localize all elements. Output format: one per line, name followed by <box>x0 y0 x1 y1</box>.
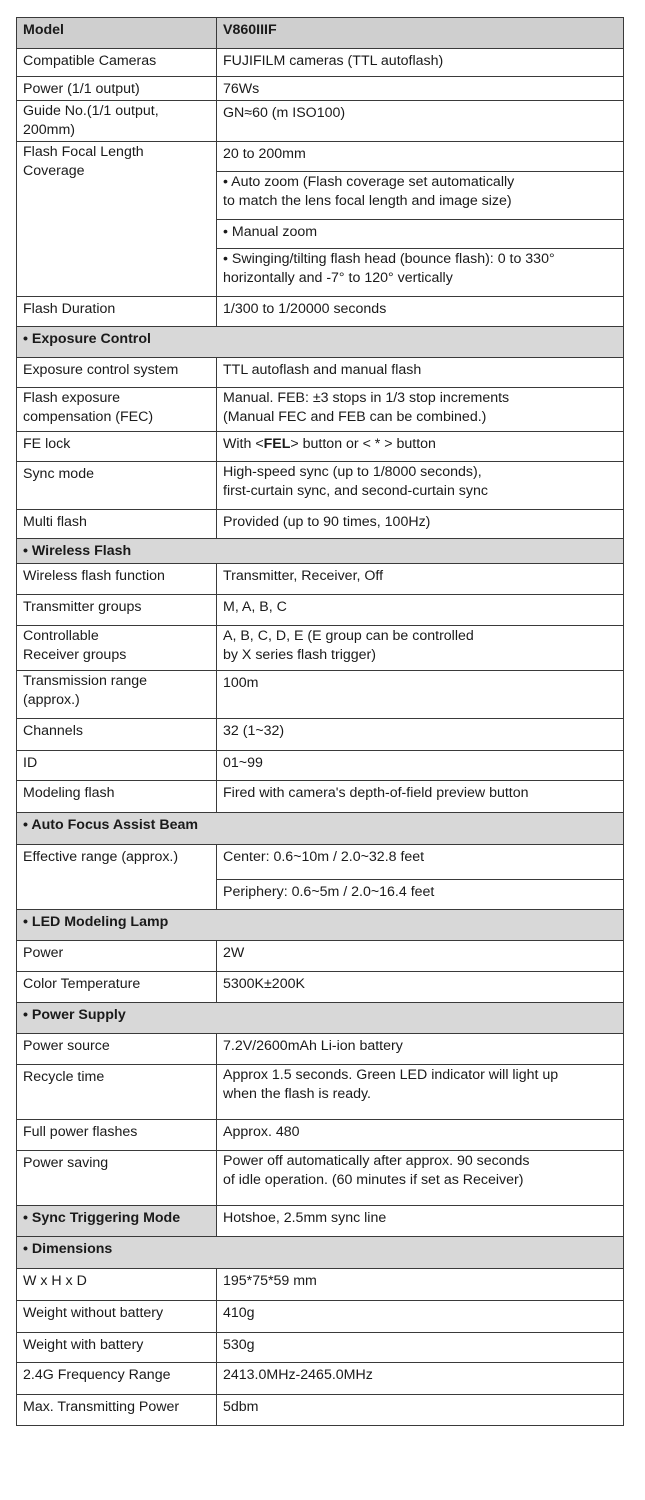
spec-value: Transmitter, Receiver, Off <box>223 568 384 584</box>
spec-value-cell <box>217 1395 624 1426</box>
spec-value-cell <box>217 1301 624 1333</box>
table-row-flash-duration <box>17 297 624 327</box>
spec-key: Power source <box>23 1038 110 1054</box>
spec-key-cell <box>17 845 217 910</box>
spec-value-cell <box>217 845 624 880</box>
spec-value: 530g <box>223 1337 255 1353</box>
spec-value: A, B, C, D, E (E group can be controlled by X series flash trigger) <box>223 628 474 663</box>
spec-value: • Auto zoom (Flash coverage set automatically to match the lens focal length and image size) <box>223 174 515 209</box>
spec-value-cell <box>217 941 624 972</box>
spec-value-cell <box>217 880 624 910</box>
table-row-w-x-h-x-d <box>17 1269 624 1301</box>
spec-key: Modeling flash <box>23 785 115 801</box>
section-heading-cell <box>17 1003 624 1034</box>
spec-key: Guide No.(1/1 output, 200mm) <box>23 103 159 138</box>
section-row-dimensions <box>17 1237 624 1269</box>
spec-key-cell <box>17 462 217 510</box>
spec-key-cell <box>17 781 217 813</box>
spec-value: Manual. FEB: ±3 stops in 1/3 stop increments (Manual FEC and FEB can be combined.) <box>223 390 510 425</box>
section-heading-cell <box>17 1237 624 1269</box>
table-row-sync-triggering-mode <box>17 1206 624 1237</box>
table-row-weight-without-battery <box>17 1301 624 1333</box>
fel-emphasis: FEL <box>263 436 291 452</box>
spec-table-body <box>17 18 624 1426</box>
spec-key-cell <box>17 101 217 142</box>
spec-key: Transmitter groups <box>23 599 142 615</box>
spec-key-cell <box>17 510 217 539</box>
spec-value-cell <box>217 510 624 539</box>
spec-key: Recycle time <box>23 1069 105 1085</box>
spec-value-cell <box>217 595 624 626</box>
spec-value: 195*75*59 mm <box>223 1273 317 1289</box>
spec-key-cell <box>17 388 217 432</box>
section-heading-cell <box>17 539 624 564</box>
table-header-row <box>17 18 624 49</box>
spec-value-cell <box>217 77 624 101</box>
spec-key-cell <box>17 972 217 1003</box>
spec-key-cell <box>17 941 217 972</box>
spec-value-cell <box>217 781 624 813</box>
table-row-flash-exposure-compensation-fec <box>17 388 624 432</box>
spec-value: • Swinging/tilting flash head (bounce flash): 0 to 330° horizontally and -7° to 120° vertically <box>223 251 555 286</box>
spec-key: Wireless flash function <box>23 568 165 584</box>
table-row-id <box>17 751 624 781</box>
section-row-auto-focus-assist-beam <box>17 813 624 845</box>
spec-key: Effective range (approx.) <box>23 849 179 865</box>
spec-key-cell <box>17 1120 217 1151</box>
spec-key-cell <box>17 751 217 781</box>
spec-key: Max. Transmitting Power <box>23 1399 180 1415</box>
table-row-weight-with-battery <box>17 1333 624 1363</box>
spec-value: 01~99 <box>223 755 263 771</box>
spec-value: TTL autoflash and manual flash <box>223 362 422 378</box>
section-heading: • Power Supply <box>23 1007 126 1023</box>
section-heading-cell <box>17 910 624 941</box>
table-row-exposure-control-system <box>17 358 624 388</box>
section-heading: • Exposure Control <box>23 331 151 347</box>
spec-value-cell <box>217 358 624 388</box>
spec-value-cell <box>217 1120 624 1151</box>
spec-value: 20 to 200mm <box>223 146 306 162</box>
spec-key-cell <box>17 1151 217 1206</box>
table-row-recycle-time <box>17 1065 624 1120</box>
spec-key-cell <box>17 1034 217 1065</box>
table-row-power <box>17 941 624 972</box>
spec-key: Exposure control system <box>23 362 179 378</box>
spec-value: High-speed sync (up to 1/8000 seconds), first-curtain sync, and second-curtain sync <box>223 464 488 499</box>
section-heading: • Dimensions <box>23 1241 113 1257</box>
spec-key-cell <box>17 564 217 595</box>
header-key: Model <box>23 22 64 38</box>
spec-value-cell <box>217 626 624 671</box>
spec-key: Power (1/1 output) <box>23 81 140 97</box>
spec-key: ID <box>23 755 38 771</box>
table-row-flash-focal-length-coverage-1 <box>17 142 624 172</box>
spec-value: 5dbm <box>223 1399 259 1415</box>
spec-key: Full power flashes <box>23 1124 138 1140</box>
spec-value: 410g <box>223 1305 255 1321</box>
spec-value-cell <box>217 1333 624 1363</box>
section-row-wireless-flash <box>17 539 624 564</box>
table-row-channels <box>17 719 624 751</box>
spec-value-cell <box>217 220 624 249</box>
spec-key: Flash Focal Length Coverage <box>23 144 144 179</box>
spec-key-cell <box>17 142 217 297</box>
spec-key-cell <box>17 1395 217 1426</box>
spec-value-cell <box>217 142 624 172</box>
section-row-exposure-control <box>17 327 624 358</box>
table-row-guide-no-1-1-output-200mm <box>17 101 624 142</box>
spec-key: Flash Duration <box>23 301 116 317</box>
header-key-cell <box>17 18 217 49</box>
spec-key-cell <box>17 297 217 327</box>
spec-value-cell <box>217 462 624 510</box>
spec-value-cell <box>217 1034 624 1065</box>
spec-key: Color Temperature <box>23 976 141 992</box>
spec-value-cell <box>217 671 624 719</box>
spec-value: Power off automatically after approx. 90 seconds of idle operation. (60 minutes if set as Receiver) <box>223 1153 530 1188</box>
table-row-full-power-flashes <box>17 1120 624 1151</box>
spec-value: 1/300 to 1/20000 seconds <box>223 301 387 317</box>
spec-value: Fired with camera's depth-of-field preview button <box>223 785 529 801</box>
spec-value-cell <box>217 297 624 327</box>
spec-value-cell <box>217 1065 624 1120</box>
table-row-effective-range-approx-1 <box>17 845 624 880</box>
spec-value-cell <box>217 1151 624 1206</box>
table-row-transmission-range-approx <box>17 671 624 719</box>
section-row-led-modeling-lamp <box>17 910 624 941</box>
section-heading: • Auto Focus Assist Beam <box>23 817 198 833</box>
spec-value: Approx 1.5 seconds. Green LED indicator will light up when the flash is ready. <box>223 1067 559 1102</box>
spec-value-cell <box>217 972 624 1003</box>
spec-value-cell <box>217 1206 624 1237</box>
spec-key-cell <box>17 719 217 751</box>
spec-key: • Sync Triggering Mode <box>23 1210 181 1226</box>
spec-key: Controllable Receiver groups <box>23 628 127 663</box>
spec-value: M, A, B, C <box>223 599 287 615</box>
spec-value-cell <box>217 49 624 77</box>
spec-key-cell <box>17 432 217 462</box>
table-row-multi-flash <box>17 510 624 539</box>
spec-key-cell <box>17 358 217 388</box>
spec-key: Flash exposure compensation (FEC) <box>23 390 154 425</box>
spec-value: Center: 0.6~10m / 2.0~32.8 feet <box>223 849 425 865</box>
spec-key: Compatible Cameras <box>23 53 157 69</box>
spec-value: 76Ws <box>223 81 260 97</box>
spec-key: Weight with battery <box>23 1337 144 1353</box>
spec-key: Weight without battery <box>23 1305 164 1321</box>
section-heading: • Wireless Flash <box>23 543 132 559</box>
spec-value-cell <box>217 564 624 595</box>
table-row-fe-lock <box>17 432 624 462</box>
spec-value-cell <box>217 388 624 432</box>
spec-value: Periphery: 0.6~5m / 2.0~16.4 feet <box>223 884 435 900</box>
spec-value-cell <box>217 1363 624 1395</box>
spec-value: 7.2V/2600mAh Li-ion battery <box>223 1038 403 1054</box>
header-value-cell <box>217 18 624 49</box>
table-row-transmitter-groups <box>17 595 624 626</box>
spec-key-cell <box>17 595 217 626</box>
spec-value: 32 (1~32) <box>223 723 285 739</box>
spec-value: Hotshoe, 2.5mm sync line <box>223 1210 387 1226</box>
spec-key-cell <box>17 1363 217 1395</box>
table-row-color-temperature <box>17 972 624 1003</box>
spec-value: • Manual zoom <box>223 224 318 240</box>
spec-key-cell <box>17 77 217 101</box>
spec-value: Provided (up to 90 times, 100Hz) <box>223 514 431 530</box>
spec-value-cell <box>217 1269 624 1301</box>
spec-value: 100m <box>223 675 259 691</box>
spec-table <box>16 17 624 1426</box>
section-heading-cell <box>17 813 624 845</box>
spec-key: Sync mode <box>23 466 94 482</box>
spec-value-cell <box>217 249 624 297</box>
spec-value: 2W <box>223 945 245 961</box>
spec-value: GN≈60 (m ISO100) <box>223 105 346 121</box>
spec-key-cell <box>17 626 217 671</box>
table-row-max-transmitting-power <box>17 1395 624 1426</box>
spec-key-cell <box>17 1269 217 1301</box>
header-value: V860IIIF <box>223 22 277 38</box>
spec-value: Approx. 480 <box>223 1124 300 1140</box>
spec-key: Channels <box>23 723 83 739</box>
table-row-power-source <box>17 1034 624 1065</box>
spec-value: With <FEL> button or < * > button <box>223 436 436 452</box>
section-heading: • LED Modeling Lamp <box>23 914 169 930</box>
spec-key: FE lock <box>23 436 71 452</box>
spec-key: Transmission range (approx.) <box>23 673 148 708</box>
spec-key: 2.4G Frequency Range <box>23 1367 171 1383</box>
spec-key-cell <box>17 1333 217 1363</box>
spec-key-cell <box>17 49 217 77</box>
spec-key-cell <box>17 1301 217 1333</box>
spec-value-cell <box>217 172 624 220</box>
table-row-controllable-receiver-groups <box>17 626 624 671</box>
spec-key-cell <box>17 1065 217 1120</box>
spec-value: 5300K±200K <box>223 976 305 992</box>
table-row-2-4g-frequency-range <box>17 1363 624 1395</box>
spec-value: FUJIFILM cameras (TTL autoflash) <box>223 53 444 69</box>
spec-value-cell <box>217 101 624 142</box>
spec-key-cell <box>17 671 217 719</box>
spec-value-cell <box>217 751 624 781</box>
spec-key-cell <box>17 1206 217 1237</box>
spec-value-cell <box>217 432 624 462</box>
table-row-wireless-flash-function <box>17 564 624 595</box>
spec-key: W x H x D <box>23 1273 87 1289</box>
table-row-power-1-1-output <box>17 77 624 101</box>
table-row-power-saving <box>17 1151 624 1206</box>
spec-value-cell <box>217 719 624 751</box>
table-row-compatible-cameras <box>17 49 624 77</box>
section-heading-cell <box>17 327 624 358</box>
spec-key: Multi flash <box>23 514 87 530</box>
spec-key: Power <box>23 945 64 961</box>
spec-value: 2413.0MHz-2465.0MHz <box>223 1367 373 1383</box>
section-row-power-supply <box>17 1003 624 1034</box>
table-row-modeling-flash <box>17 781 624 813</box>
spec-key: Power saving <box>23 1155 109 1171</box>
table-row-sync-mode <box>17 462 624 510</box>
